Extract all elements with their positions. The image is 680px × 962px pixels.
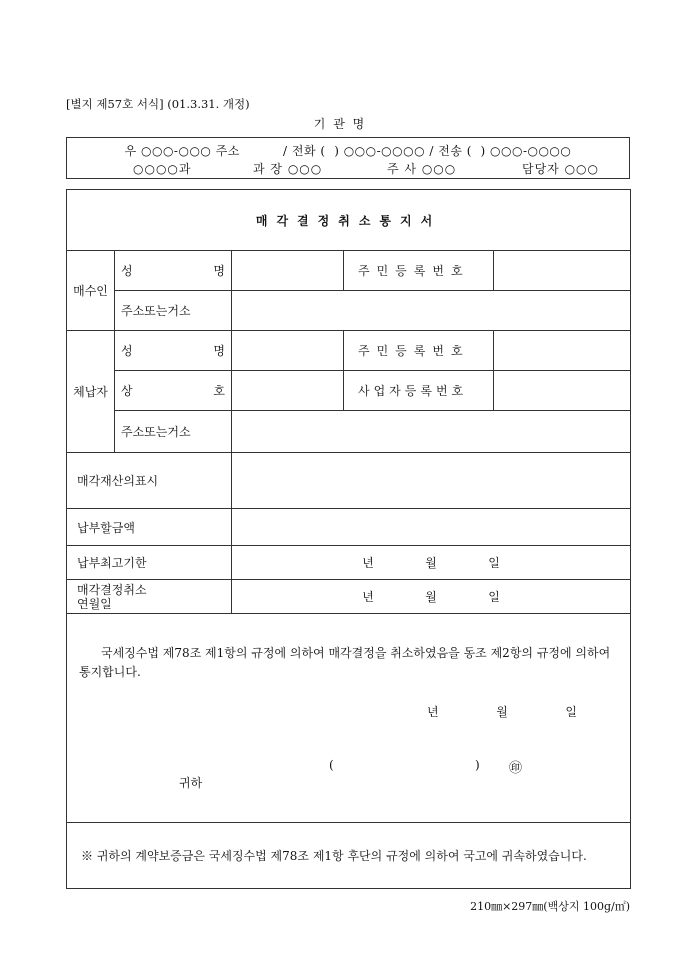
taxpayer-rrn-label: 주민등록번호 bbox=[344, 331, 494, 371]
agency-name: 기 관 명 bbox=[313, 117, 367, 131]
seal-mark: ㊞ bbox=[509, 761, 523, 776]
notice-form bbox=[66, 189, 631, 889]
close-paren: ) bbox=[475, 758, 480, 772]
open-paren: ( bbox=[329, 758, 334, 772]
cancel-date[interactable]: 년 월 일 bbox=[232, 580, 631, 614]
forfeit-note: ※ 귀하의 계약보증금은 국세징수법 제78조 제1항 후단의 규정에 의하여 국고에 귀속하였습니다. bbox=[67, 823, 631, 889]
taxpayer-name-label: 성 명 bbox=[115, 331, 232, 371]
form-number: [별지 제57호 서식] (01.3.31. 개정) bbox=[66, 97, 250, 111]
amount-label: 납부할금액 bbox=[67, 509, 232, 546]
taxpayer-address-label: 주소또는거소 bbox=[115, 411, 232, 453]
paper-spec: 210㎜×297㎜(백상지 100g/㎡) bbox=[470, 900, 630, 913]
taxpayer-trade-value[interactable] bbox=[232, 371, 344, 411]
notice-date: 년 월 일 bbox=[427, 705, 577, 719]
department: ○○○○과 bbox=[133, 162, 192, 176]
manager: 과 장 ○○○ bbox=[253, 162, 323, 176]
taxpayer-rrn-value[interactable] bbox=[494, 331, 631, 371]
form-title: 매각결정취소통지서 bbox=[67, 190, 631, 251]
buyer-name-label: 성 명 bbox=[115, 251, 232, 291]
amount-value[interactable] bbox=[232, 509, 631, 546]
buyer-address-label: 주소또는거소 bbox=[115, 291, 232, 331]
cancel-date-label: 매각결정취소 연월일 bbox=[67, 580, 232, 614]
clerk: 주 사 ○○○ bbox=[387, 162, 457, 176]
buyer-label: 매수인 bbox=[67, 251, 115, 331]
buyer-name-value[interactable] bbox=[232, 251, 344, 291]
notice-text: 국세징수법 제78조 제1항의 규정에 의하여 매각결정을 취소하였음을 동조 제2항의 규정에 의하여 통지합니다. bbox=[79, 646, 611, 679]
taxpayer-label: 체납자 bbox=[67, 331, 115, 453]
buyer-rrn-value[interactable] bbox=[494, 251, 631, 291]
officer: 담당자 ○○○ bbox=[522, 162, 600, 176]
property-label: 매각재산의표시 bbox=[67, 453, 232, 509]
taxpayer-trade-label: 상 호 bbox=[115, 371, 232, 411]
taxpayer-address-value[interactable] bbox=[232, 411, 631, 453]
address-box bbox=[66, 137, 630, 179]
property-value[interactable] bbox=[232, 453, 631, 509]
buyer-address-value[interactable] bbox=[232, 291, 631, 331]
taxpayer-name-value[interactable] bbox=[232, 331, 344, 371]
deadline-label: 납부최고기한 bbox=[67, 546, 232, 580]
addressee: 귀하 bbox=[179, 776, 203, 790]
taxpayer-bizno-label: 사업자등록번호 bbox=[344, 371, 494, 411]
buyer-rrn-label: 주민등록번호 bbox=[344, 251, 494, 291]
deadline-date[interactable]: 년 월 일 bbox=[232, 546, 631, 580]
address-line: 우 ○○○-○○○ 주소 / 전화 ( ) ○○○-○○○○ / 전송 ( ) ○○○-○○○○ bbox=[124, 144, 572, 158]
taxpayer-bizno-value[interactable] bbox=[494, 371, 631, 411]
